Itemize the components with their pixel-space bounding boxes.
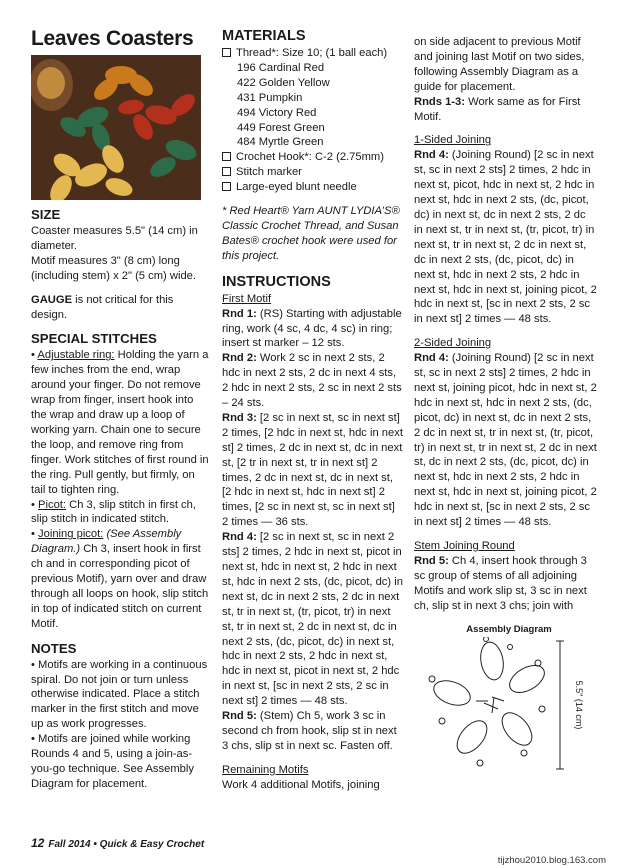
rnds13 [414, 95, 597, 125]
column-1 [31, 27, 211, 792]
checkbox-icon [222, 182, 231, 191]
note-item: • Motifs are working in a continuous spiral. Do not join or turn unless otherwise indicated. Place a stitch marker in the first stitch and move up as work progresses. [31, 658, 208, 731]
rnd1-text: (RS) Starting with adjustable ring, work (4 sc, 4 dc, 4 sc) in ring; insert st marker – 12 sts. [222, 307, 402, 350]
one-sided-text: (Joining Round) [2 sc in next st, sc in next 2 sts] 2 times, 2 hdc in next st, picot, hdc in next st, 2 hdc in next st, hdc in next 2 sts, (dc, picot, dc) in next st, dc in next 2 sts, 2 dc in next st, tr in next st, (tr, picot, tr) in next st, tr in next st, 2 dc in next st, dc in next 2 sts, (dc, picot, dc) in next st, hdc in next 2 sts, 2 hdc in next st, hdc in next st, joining picot, 2 hdc in next st, [sc in next 2 sts, 2 sc in next st] 2 times — 48 sts. [414, 149, 597, 326]
two-sided-label: Rnd 4: [414, 352, 449, 365]
joining-picot-text: • Joining picot: (See Assembly Diagram.) Ch 3, insert hook in first ch and in corresponding picot of previous Motif), yarn over and draw through all loops on hook, slip stitch in top of indicated stitch on current Motif. [31, 528, 209, 630]
note-item-text: Motifs are working in a continuous spiral. Do not join or turn unless otherwise indicated. Place a stitch marker in the first stitch and move up as work progresses. [31, 658, 208, 731]
first-motif-heading: First Motif [222, 292, 272, 305]
size-motif: Motif measures 3" (8 cm) long (including stem) x 2" (5 cm) wide. [31, 254, 196, 282]
stem-joining-heading: Stem Joining Round [414, 540, 515, 552]
adjustable-ring-text: • Adjustable ring: Holding the yarn a few inches from the end, wrap around your finger. Do not remove wrap from finger, insert hook into the wrap and draw up a loop of working yarn. Chain one to secure the loop, and remove ring from finger. Work stitches of first round in the ring. Pull gently, but firmly, on tail to tighten ring. [31, 349, 209, 496]
materials-credit: * Red Heart® Yarn AUNT LYDIA’S® Classic Crochet Thread, and Susan Bates® crochet hook were used for this project. [222, 205, 400, 262]
one-sided-label: Rnd 4: [414, 149, 449, 162]
diagram-dimension: 5.5" (14 cm) [574, 681, 584, 730]
rnd4 [222, 530, 404, 709]
note-item-text: Motifs are joined while working Rounds 4 and 5, using a join-as-you-go technique. See Assembly Diagram for placement. [31, 733, 194, 790]
rnd2-label: Rnd 2: [222, 352, 257, 365]
rnd4-text: [2 sc in next st, sc in next 2 sts] 2 times, 2 hdc in next st, picot in next st, hdc in next st, 2 hdc in next st, hdc in next 2 sts, (dc, picot, dc) in next st, dc in next 2 sts, 2 dc in next st, tr in next st, (tr, picot, tr) in next st, tr in next st, 2 dc in next st, dc in next 2 sts, (dc, picot, dc) in next st, hdc in next 2 sts, 2 hdc in next st, hdc in next st, picot in next st, 2 hdc in next st, [sc in next 2 sts, 2 sc in next st] 2 times — 48 sts. [222, 531, 403, 708]
stem-text: Ch 4, insert hook through 3 sc group of stems of all adjoining Motifs and work slip st, 3 sc in next ch, slip st in next 3 chs; join with [414, 554, 587, 612]
rnd1 [222, 307, 404, 352]
assembly-diagram-title: Assembly Diagram [466, 623, 552, 635]
gauge-text [31, 293, 211, 323]
remaining-motifs-text: Work 4 additional Motifs, joining [222, 778, 380, 791]
crochet-leaves-photo-icon [31, 55, 201, 200]
picot-body: Ch 3, slip stitch in first ch, slip stitch in indicated stitch. [31, 498, 196, 526]
remaining-motifs-heading: Remaining Motifs [222, 763, 309, 776]
size-heading: SIZE [31, 207, 61, 222]
rnd5 [222, 709, 404, 754]
materials-heading: MATERIALS [222, 28, 306, 44]
remaining-continue: on side adjacent to previous Motif and joining last Motif on two sides, following Assembly Diagram as a guide for placement. [414, 36, 585, 93]
column-2 [222, 27, 404, 793]
project-photo [31, 55, 201, 200]
picot-text: • Picot: Ch 3, slip stitch in first ch, slip stitch in indicated stitch. [31, 498, 196, 526]
rnd1-label: Rnd 1: [222, 307, 257, 320]
notes-heading: NOTES [31, 640, 77, 656]
adjustable-ring-body: Holding the yarn a few inches from the end, wrap around your finger. Do not remove wrap from finger, insert hook into the wrap and draw up a loop of working yarn. Chain one to secure the loop, and remove ring from finger. Work stitches of first round in the ring. Pull gently, but firmly, on tail to tighten ring. [31, 349, 209, 496]
two-sided-heading: 2-Sided Joining [414, 337, 492, 350]
checkbox-icon [222, 152, 231, 161]
special-stitches-heading: SPECIAL STITCHES [31, 331, 157, 347]
rnds13-text: Work same as for First Motif. [414, 95, 581, 123]
note-item: • Motifs are joined while working Rounds 4 and 5, using a join-as-you-go technique. See Assembly Diagram for placement. [31, 733, 194, 790]
assembly-diagram [414, 637, 589, 777]
checkbox-icon [222, 167, 231, 176]
rnd5-label: Rnd 5: [222, 710, 257, 723]
thread-color: 494 Victory Red [237, 106, 317, 119]
picot-label: Picot: [38, 498, 67, 511]
checkbox-icon [222, 48, 231, 57]
rnd2-text: Work 2 sc in next 2 sts, 2 hdc in next 2 sts, 2 dc in next 4 sts, 2 hdc in next 2 sts, 2 sc in next 2 sts – 24 sts. [222, 352, 402, 410]
material-marker-text: Stitch marker [236, 166, 302, 179]
watermark: tijzhou2010.blog.163.com [497, 855, 606, 866]
material-needle-text: Large-eyed blunt needle [236, 181, 357, 194]
joining-picot-body: Ch 3, insert hook in first ch and in corresponding picot of previous Motif), yarn over and draw through all loops on hook, slip stitch in top of indicated stitch on current Motif. [31, 543, 209, 630]
footer-text: Fall 2014 • Quick & Easy Crochet [48, 839, 205, 850]
material-thread-text: Thread*: Size 10; (1 ball each) [236, 47, 388, 59]
material-marker [222, 165, 404, 180]
rnd5-text: (Stem) Ch 5, work 3 sc in second ch from hook, slip st in next 3 chs, slip st in next sc. Fasten off. [222, 710, 397, 752]
rnd3 [222, 411, 404, 530]
thread-color: 431 Pumpkin [237, 91, 303, 104]
page-footer [31, 836, 204, 850]
material-hook-text: Crochet Hook*: C-2 (2.75mm) [236, 151, 384, 164]
one-sided-rnd4 [414, 148, 597, 327]
two-sided-text: (Joining Round) [2 sc in next st, sc in next 2 sts] 2 times, 2 hdc in next st, joining picot, hdc in next st, 2 hdc in next st, hdc in next 2 sts, (dc, picot, dc) in next st, dc in next 2 sts, 2 dc in next st, tr in next st, (tr, picot, tr) in next st, tr in next st, 2 dc in next st, dc in next 2 sts, (dc, picot, dc) in next st, hdc in next 2 sts, 2 hdc in next st, hdc in next st, joining picot, 2 hdc in next st, [sc in next 2 sts, 2 sc in next st] 2 times — 48 sts. [414, 352, 597, 529]
material-needle [222, 180, 404, 195]
rnd4-label: Rnd 4: [222, 531, 257, 544]
adjustable-ring-label: Adjustable ring: [37, 349, 115, 362]
stem-rnd5 [414, 554, 597, 614]
gauge-label: GAUGE [31, 293, 73, 306]
two-sided-rnd4 [414, 351, 597, 530]
thread-color: 196 Cardinal Red [237, 61, 325, 74]
thread-color: 449 Forest Green [237, 121, 325, 134]
stem-label: Rnd 5: [414, 554, 449, 567]
material-thread [222, 46, 404, 61]
rnd2 [222, 351, 404, 411]
instructions-heading: INSTRUCTIONS [222, 273, 331, 290]
size-coaster: Coaster measures 5.5" (14 cm) in diameter. [31, 225, 198, 252]
thread-color: 484 Myrtle Green [237, 136, 324, 149]
gauge-body: is not critical for this design. [31, 293, 174, 321]
rnd3-label: Rnd 3: [222, 411, 257, 424]
pattern-title: Leaves Coasters [31, 27, 194, 50]
joining-picot-label: Joining picot: [38, 528, 104, 541]
one-sided-heading: 1-Sided Joining [414, 134, 492, 147]
thread-color: 422 Golden Yellow [237, 76, 330, 89]
rnds13-label: Rnds 1-3: [414, 95, 465, 108]
column-3 [414, 35, 597, 782]
joining-picot-note: (See Assembly Diagram.) [31, 528, 182, 556]
page-number: 12 [31, 836, 45, 850]
material-hook [222, 150, 404, 165]
rnd3-text: [2 sc in next st, sc in next st] 2 times, [2 hdc in next st, hdc in next st] 2 times, 2 dc in next st, dc in next st, [2 tr in next st, tr in next st] 2 times, 2 dc in next st, dc in next st, [2 hdc in next st, hdc in next st] 2 times, [2 sc in next st, sc in next st] 2 times — 36 sts. [222, 411, 403, 529]
